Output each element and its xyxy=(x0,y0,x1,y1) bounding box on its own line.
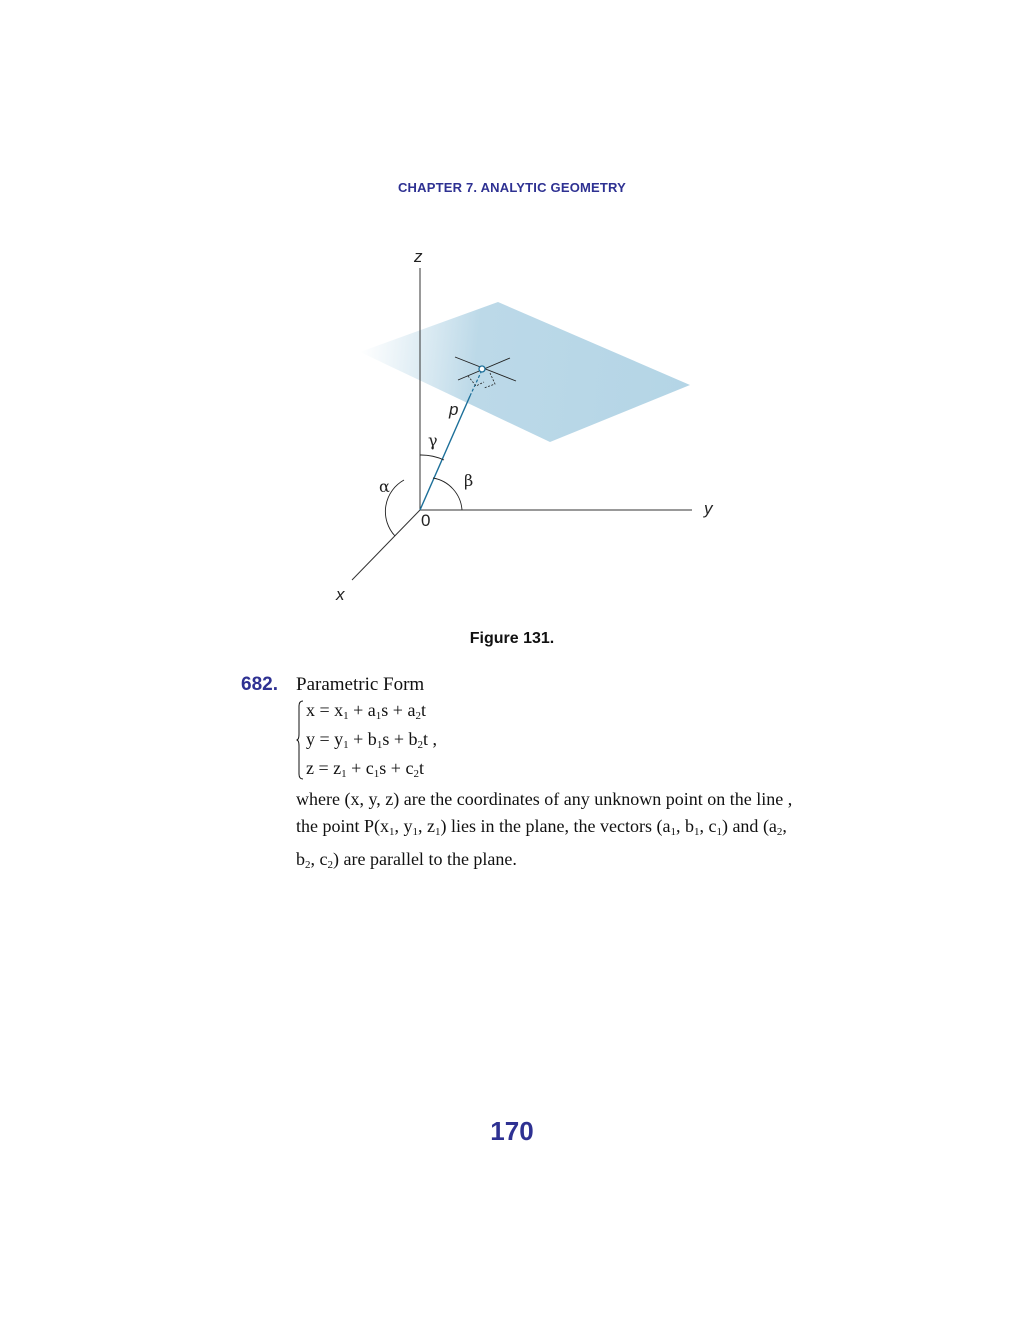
equation-system xyxy=(296,698,496,784)
equation-z: $z = z_1 + c_1s + c_2t$ xyxy=(306,758,424,780)
plane xyxy=(360,302,690,442)
page-number: 170 xyxy=(490,1116,534,1146)
equation-x: $x = x_1 + a_1s + a_2t$ xyxy=(306,700,426,722)
item-title: Parametric Form xyxy=(296,674,425,695)
figure-131-diagram xyxy=(0,0,1024,620)
z-axis-label: z xyxy=(414,247,423,266)
figure-caption: Figure 131. xyxy=(469,630,555,647)
item-number: 682. xyxy=(241,674,278,695)
normal-line-p xyxy=(420,396,470,510)
x-axis-label: x xyxy=(336,585,345,604)
vector-2: ($a_2$, $b_2$, $c_2$) xyxy=(296,816,787,871)
alpha-label: α xyxy=(379,477,390,496)
left-brace-icon xyxy=(296,700,304,780)
item-description: where (x, y, z) are the coordinates of any unknown point on the line , the point $P(x_1$, $y_1$, $z_1$) lies in the plane, the vectors ($a_1$, $b_1$, $c_1$) and ($a_2$, $b_2$, $c_2$) are parallel to the plane. xyxy=(296,789,793,871)
vector-1: ($a_1$, $b_1$, $c_1$) xyxy=(656,816,728,838)
equation-y: $y = y_1 + b_1s + b_2t$ , xyxy=(306,729,437,751)
origin-label: 0 xyxy=(421,511,431,530)
gamma-arc xyxy=(420,455,444,460)
beta-arc xyxy=(433,478,462,510)
point-P1: $P(x_1$, $y_1$, $z_1$) xyxy=(364,816,447,838)
p-label: p xyxy=(449,400,459,419)
foot-point xyxy=(479,366,485,372)
y-axis-label: y xyxy=(704,499,713,518)
beta-label: β xyxy=(464,471,474,490)
gamma-label: γ xyxy=(428,431,438,450)
chapter-header: CHAPTER 7. ANALYTIC GEOMETRY xyxy=(397,180,627,195)
